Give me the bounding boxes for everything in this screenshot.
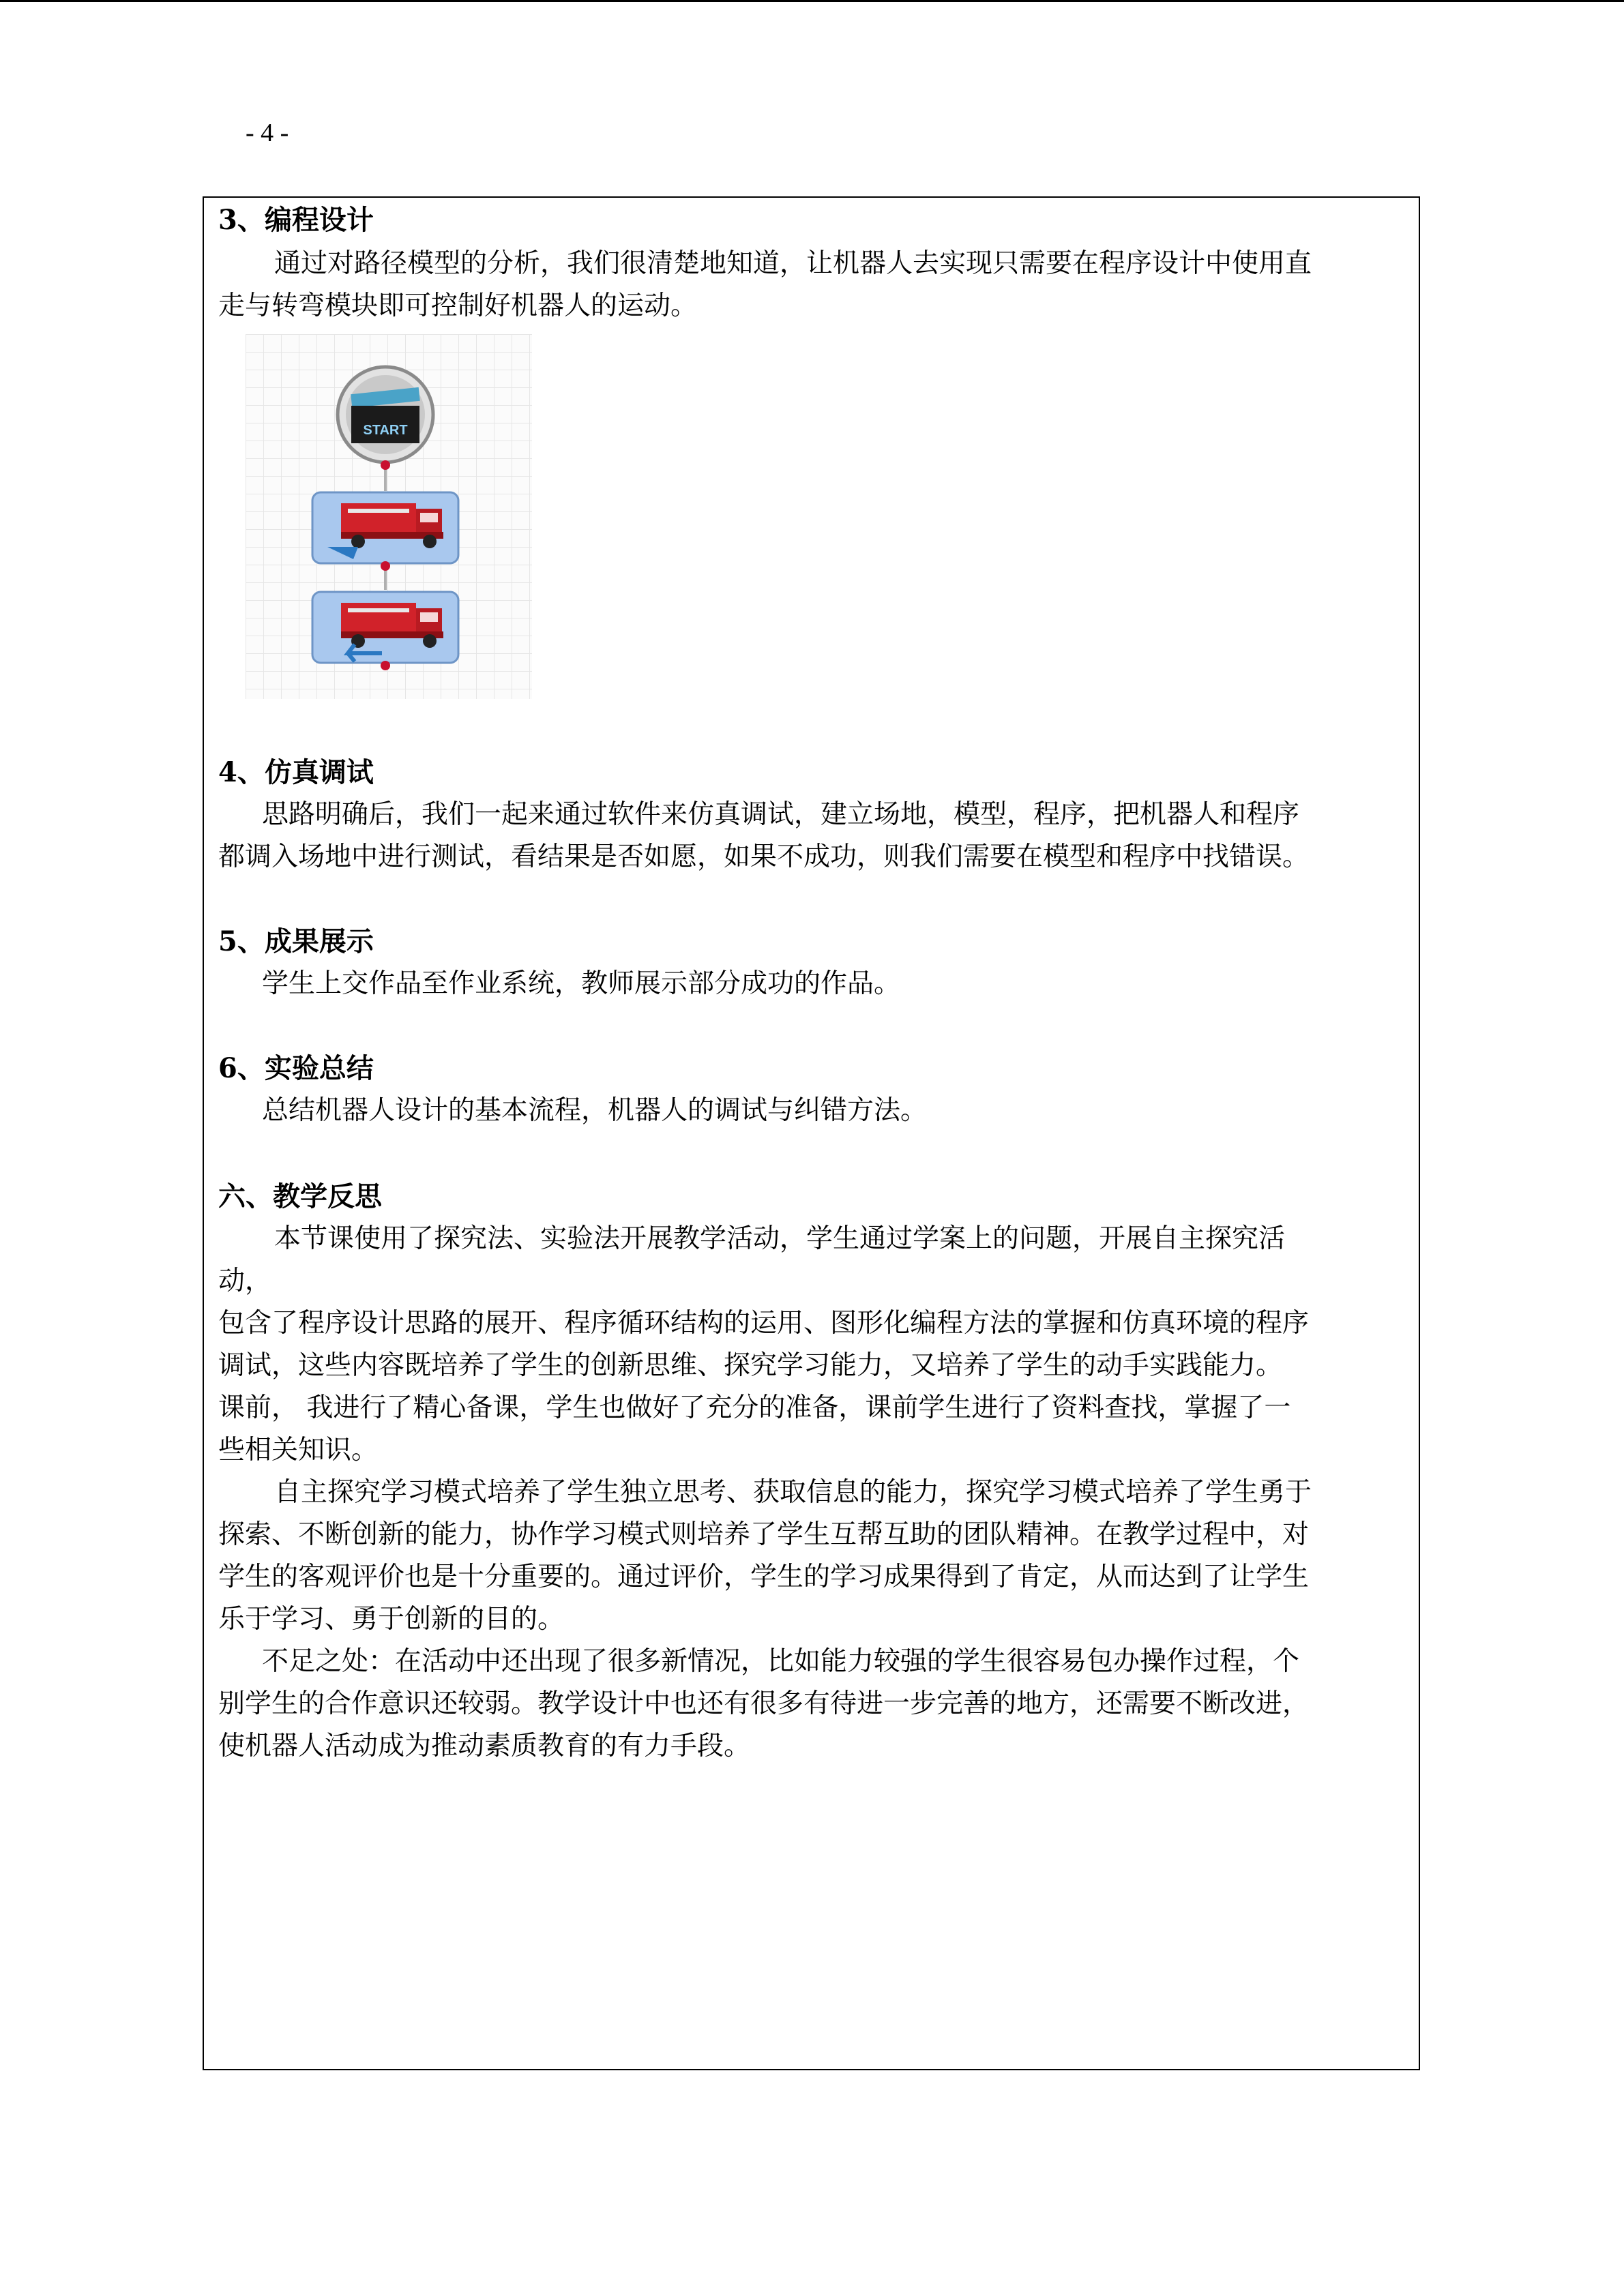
paragraph-line: 调试，这些内容既培养了学生的创新思维、探究学习能力，又培养了学生的动手实践能力。 (218, 1350, 1283, 1381)
turn-module-block (312, 592, 458, 663)
paragraph-line: 课前， 我进行了精心备课，学生也做好了充分的准备，课前学生进行了资料查找，掌握了一 (218, 1392, 1291, 1423)
flowchart-canvas (246, 334, 532, 699)
section-heading-simulation: 4、仿真调试 (218, 756, 374, 788)
paragraph-line: 别学生的合作意识还较弱。教学设计中也还有很多有待进一步完善的地方，还需要不断改进， (218, 1688, 1310, 1719)
paragraph-line: 不足之处：在活动中还出现了很多新情况，比如能力较强的学生很容易包办操作过程，个 (262, 1646, 1300, 1677)
section-heading-programming: 3、编程设计 (218, 204, 374, 236)
page-number: - 4 - (246, 119, 289, 147)
paragraph-line: 些相关知识。 (218, 1435, 379, 1465)
paragraph-line: 学生上交作品至作业系统，教师展示部分成功的作品。 (262, 968, 901, 999)
start-node (338, 367, 433, 462)
section-heading-reflection: 六、教学反思 (218, 1180, 382, 1212)
paragraph-line: 总结机器人设计的基本流程，机器人的调试与纠错方法。 (262, 1095, 928, 1126)
paragraph-line: 都调入场地中进行测试，看结果是否如愿，如果不成功，则我们需要在模型和程序中找错误。 (218, 841, 1310, 872)
start-label: START (363, 423, 408, 438)
paragraph-line: 本节课使用了探究法、实验法开展教学活动，学生通过学案上的问题，开展自主探究活 (274, 1223, 1286, 1254)
paragraph-line: 走与转弯模块即可控制好机器人的运动。 (218, 290, 698, 321)
top-rule (0, 0, 1624, 2)
paragraph-line: 包含了程序设计思路的展开、程序循环结构的运用、图形化编程方法的掌握和仿真环境的程序 (218, 1308, 1310, 1339)
program-flowchart (246, 334, 532, 699)
straight-module-block (312, 492, 458, 563)
connector-dot (381, 661, 390, 670)
paragraph-line: 乐于学习、勇于创新的目的。 (218, 1604, 565, 1635)
section-heading-results: 5、成果展示 (218, 925, 374, 957)
paragraph-line: 通过对路径模型的分析，我们很清楚地知道，让机器人去实现只需要在程序设计中使用直 (274, 248, 1312, 279)
connector-dot (381, 561, 390, 571)
connector-dot (381, 460, 390, 470)
section-heading-summary: 6、实验总结 (218, 1052, 374, 1084)
paragraph-line: 学生的客观评价也是十分重要的。通过评价，学生的学习成果得到了肯定，从而达到了让学生 (218, 1562, 1310, 1592)
paragraph-line: 动， (218, 1266, 272, 1296)
paragraph-line: 思路明确后，我们一起来通过软件来仿真调试，建立场地，模型，程序，把机器人和程序 (262, 799, 1300, 830)
paragraph-line: 使机器人活动成为推动素质教育的有力手段。 (218, 1731, 751, 1761)
paragraph-line: 自主探究学习模式培养了学生独立思考、获取信息的能力，探究学习模式培养了学生勇于 (274, 1477, 1312, 1508)
paragraph-line: 探索、不断创新的能力，协作学习模式则培养了学生互帮互助的团队精神。在教学过程中，对 (218, 1519, 1310, 1550)
